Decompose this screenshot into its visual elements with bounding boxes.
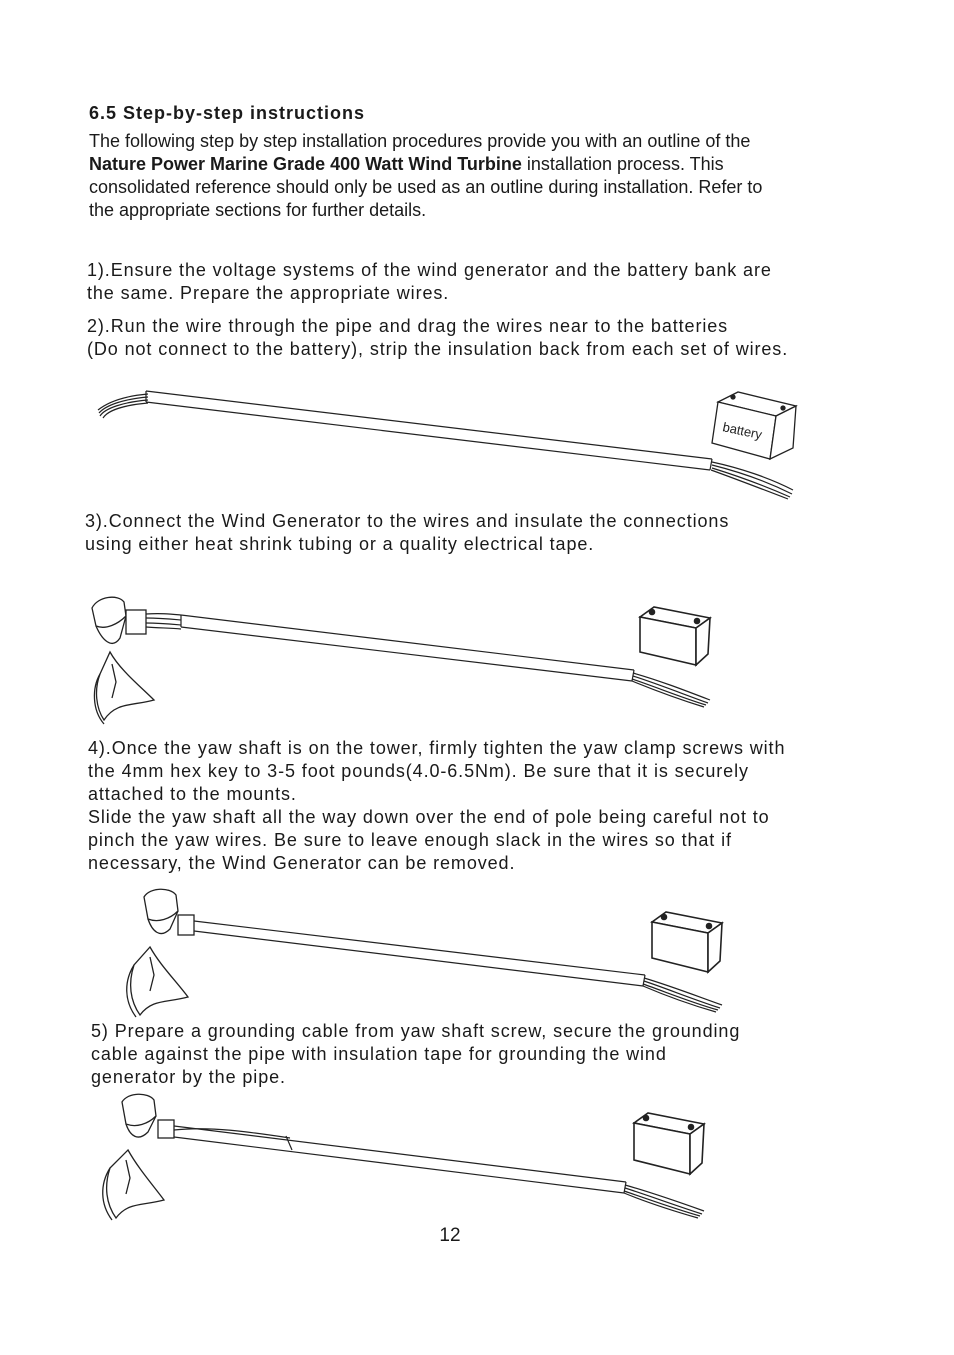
battery-label: battery	[721, 419, 764, 443]
step-4-line-2: the 4mm hex key to 3-5 foot pounds(4.0-6.5Nm). Be sure that it is securely	[88, 761, 749, 781]
step-2-line-1: 2).Run the wire through the pipe and drag the wires near to the batteries	[87, 316, 729, 336]
battery-icon	[634, 1113, 704, 1174]
step-1-line-1: 1).Ensure the voltage systems of the wind generator and the battery bank are	[87, 260, 772, 280]
figure-generator-connected	[0, 590, 954, 735]
wind-generator-icon	[127, 889, 194, 1017]
battery-icon	[652, 912, 722, 972]
step-3	[85, 510, 729, 556]
section-heading: 6.5 Step-by-step instructions	[89, 103, 366, 123]
figure-yaw-shaft-mounted	[0, 885, 954, 1025]
step-4-line-5: pinch the yaw wires. Be sure to leave enough slack in the wires so that if	[88, 830, 732, 850]
wind-generator-icon	[103, 1094, 174, 1220]
step-4-line-4: Slide the yaw shaft all the way down over the end of pole being careful not to	[88, 807, 770, 827]
step-1	[87, 259, 772, 305]
step-2	[87, 315, 788, 361]
intro-text-part2: installation process. This consolidated reference should only be used as an outline during installation. Refer to the appropriate sections for further details.	[89, 154, 763, 220]
step-5-line-2: cable against the pipe with insulation tape for grounding the wind	[91, 1044, 667, 1064]
wind-generator-icon	[92, 597, 154, 724]
step-1-line-2: the same. Prepare the appropriate wires.	[87, 283, 450, 303]
step-5-line-1: 5) Prepare a grounding cable from yaw shaft screw, secure the grounding	[91, 1021, 741, 1041]
intro-paragraph	[89, 130, 769, 222]
step-4-line-6: necessary, the Wind Generator can be removed.	[88, 853, 516, 873]
page-number: 12	[439, 1225, 461, 1246]
step-5	[91, 1020, 740, 1089]
product-name: Nature Power Marine Grade 400 Watt Wind Turbine	[89, 154, 522, 174]
intro-text-part1: The following step by step installation procedures provide you with an outline of the	[89, 131, 751, 151]
step-3-line-2: using either heat shrink tubing or a quality electrical tape.	[85, 534, 595, 554]
step-4-line-3: attached to the mounts.	[88, 784, 297, 804]
step-4	[88, 737, 785, 875]
figure-grounding-cable	[0, 1090, 954, 1225]
figure-pipe-to-battery	[0, 380, 954, 510]
step-5-line-3: generator by the pipe.	[91, 1067, 286, 1087]
battery-icon	[640, 607, 710, 665]
step-4-line-1: 4).Once the yaw shaft is on the tower, firmly tighten the yaw clamp screws with	[88, 738, 786, 758]
step-2-line-2: (Do not connect to the battery), strip the insulation back from each set of wires.	[87, 339, 789, 359]
step-3-line-1: 3).Connect the Wind Generator to the wires and insulate the connections	[85, 511, 730, 531]
